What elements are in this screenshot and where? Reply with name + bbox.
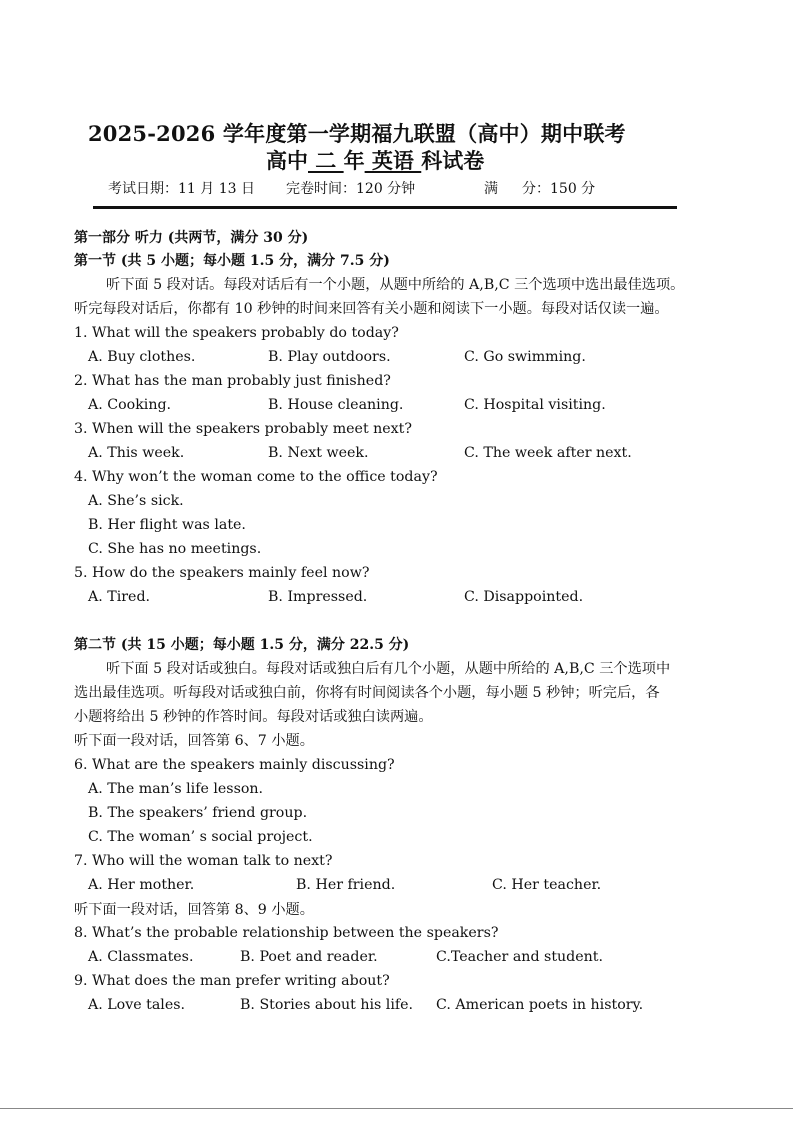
question-1: 1. What will the speakers probably do today?	[74, 325, 399, 341]
q3-option-b: B. Next week.	[268, 445, 369, 461]
q7-option-b: B. Her friend.	[296, 877, 396, 893]
q6-option-b: B. The speakers’ friend group.	[88, 805, 308, 821]
section2-instruction-1: 听下面 5 段对话或独白。每段对话或独白后有几个小题，从题中所给的 A,B,C 三个选项中	[106, 661, 671, 677]
q1-option-c: C. Go swimming.	[464, 349, 586, 365]
question-6: 6. What are the speakers mainly discussing?	[74, 757, 395, 773]
q9-option-c: C. American poets in history.	[436, 997, 644, 1013]
q1-option-b: B. Play outdoors.	[268, 349, 391, 365]
q8-option-a: A. Classmates.	[88, 949, 194, 965]
exam-title: 2025-2026 学年度第一学期福九联盟（高中）期中联考	[88, 121, 626, 146]
question-9: 9. What does the man prefer writing about?	[74, 973, 390, 989]
exam-duration: 完卷时间：120 分钟	[286, 181, 416, 197]
q6-option-a: A. The man’s life lesson.	[88, 781, 264, 797]
question-3: 3. When will the speakers probably meet next?	[74, 421, 412, 437]
q6-option-c: C. The woman’ s social project.	[88, 829, 313, 845]
q3-option-c: C. The week after next.	[464, 445, 632, 461]
subtitle-subject: 英语	[364, 148, 422, 173]
subtitle-year: 年	[343, 148, 365, 173]
question-2: 2. What has the man probably just finished?	[74, 373, 391, 389]
q7-option-a: A. Her mother.	[88, 877, 195, 893]
q4-option-b: B. Her flight was late.	[88, 517, 246, 533]
full-score-value: 分：150 分	[522, 181, 596, 197]
dialogue-lead-8-9: 听下面一段对话，回答第 8、9 小题。	[74, 902, 314, 918]
section2-instruction-3: 小题将给出 5 秒钟的作答时间。每段对话或独白读两遍。	[74, 709, 433, 725]
q3-option-a: A. This week.	[88, 445, 185, 461]
q8-option-b: B. Poet and reader.	[240, 949, 378, 965]
q9-option-b: B. Stories about his life.	[240, 997, 414, 1013]
section1-instruction-1: 听下面 5 段对话。每段对话后有一个小题，从题中所给的 A,B,C 三个选项中选出最佳选项。	[106, 277, 685, 293]
page-bottom-edge	[0, 1108, 793, 1109]
q8-option-c: C.Teacher and student.	[436, 949, 603, 965]
full-score-label: 满	[484, 181, 498, 197]
question-7: 7. Who will the woman talk to next?	[74, 853, 333, 869]
q4-option-a: A. She’s sick.	[88, 493, 184, 509]
part1-heading: 第一部分 听力 (共两节，满分 30 分)	[74, 230, 309, 246]
subtitle-suffix: 科试卷	[421, 148, 485, 173]
section2-heading: 第二节 (共 15 小题；每小题 1.5 分，满分 22.5 分)	[74, 637, 410, 653]
header-divider	[93, 206, 677, 209]
q1-option-a: A. Buy clothes.	[88, 349, 196, 365]
question-8: 8. What’s the probable relationship between the speakers?	[74, 925, 499, 941]
q7-option-c: C. Her teacher.	[492, 877, 602, 893]
q9-option-a: A. Love tales.	[88, 997, 186, 1013]
q2-option-a: A. Cooking.	[88, 397, 172, 413]
q5-option-c: C. Disappointed.	[464, 589, 584, 605]
question-4: 4. Why won’t the woman come to the office today?	[74, 469, 438, 485]
dialogue-lead-6-7: 听下面一段对话，回答第 6、7 小题。	[74, 733, 314, 749]
q2-option-c: C. Hospital visiting.	[464, 397, 606, 413]
exam-date: 考试日期：11 月 13 日	[108, 181, 255, 197]
q5-option-a: A. Tired.	[88, 589, 151, 605]
q5-option-b: B. Impressed.	[268, 589, 368, 605]
subtitle-grade: 二	[308, 148, 344, 173]
exam-subtitle	[266, 145, 484, 175]
section2-instruction-2: 选出最佳选项。听每段对话或独白前，你将有时间阅读各个小题，每小题 5 秒钟；听完后，各	[74, 685, 660, 701]
question-5: 5. How do the speakers mainly feel now?	[74, 565, 370, 581]
subtitle-prefix: 高中	[266, 148, 308, 173]
q2-option-b: B. House cleaning.	[268, 397, 404, 413]
section1-instruction-2: 听完每段对话后，你都有 10 秒钟的时间来回答有关小题和阅读下一小题。每段对话仅读一遍。	[74, 301, 669, 317]
section1-heading: 第一节 (共 5 小题；每小题 1.5 分，满分 7.5 分)	[74, 253, 390, 269]
q4-option-c: C. She has no meetings.	[88, 541, 262, 557]
